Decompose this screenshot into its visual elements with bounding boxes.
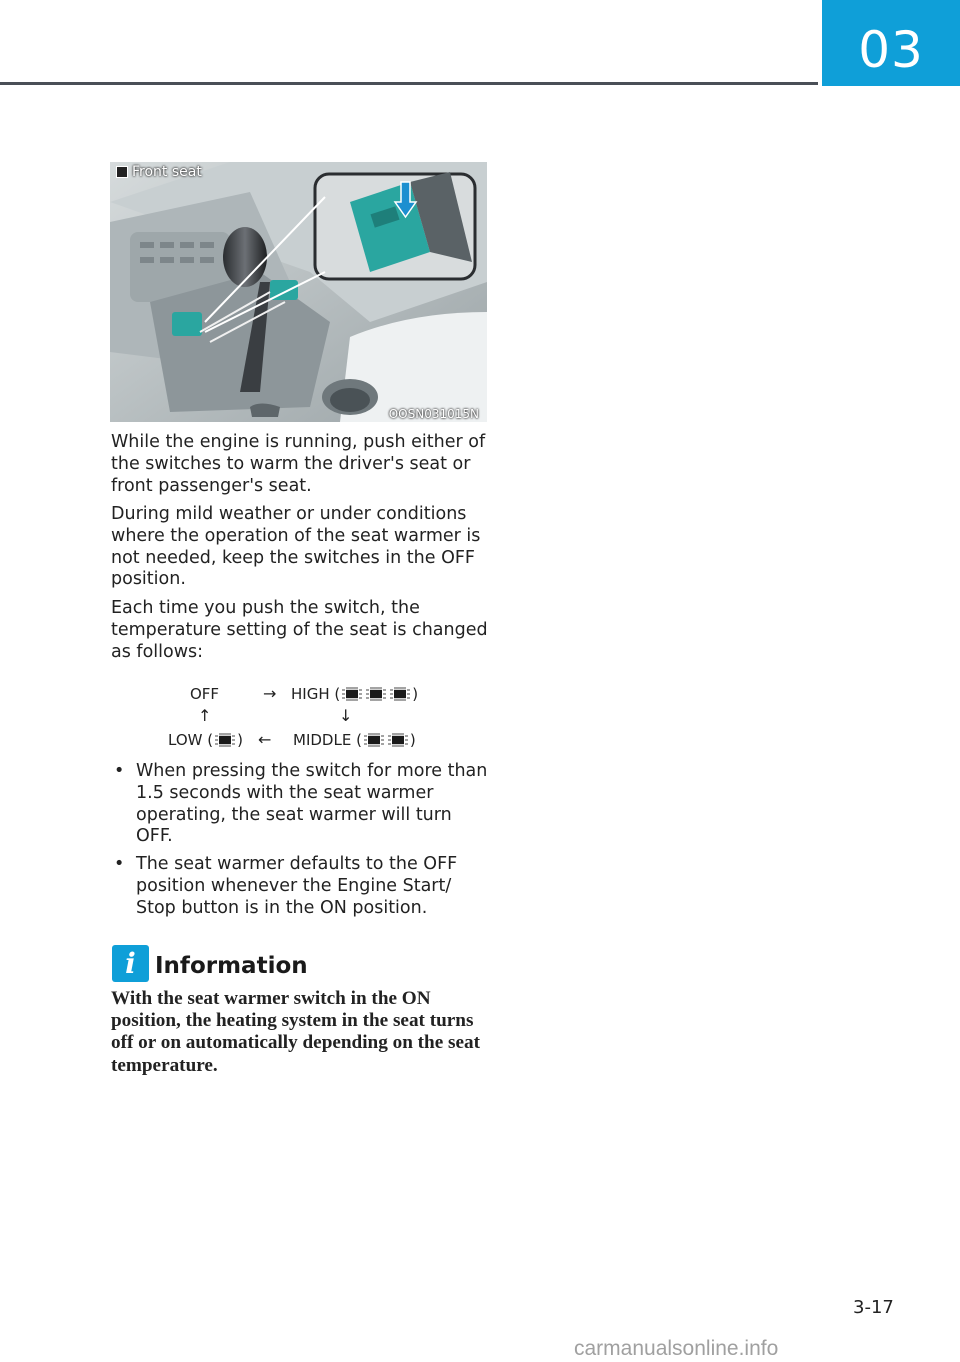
front-seat-figure (110, 162, 487, 422)
heat-icons-middle (362, 731, 410, 749)
information-icon: i (112, 945, 149, 982)
state-middle-label: MIDDLE ( (293, 731, 362, 749)
state-low (168, 731, 243, 749)
seat-heat-level-icon (214, 733, 236, 747)
seat-heat-level-icon (387, 733, 409, 747)
paragraph-3: Each time you push the switch, the temperature setting of the seat is changed as follows: (111, 598, 488, 662)
information-title: Information (155, 953, 308, 979)
caption-text: Front seat (132, 164, 202, 180)
arrow-up: ↑ (198, 706, 212, 725)
header-rule (0, 82, 818, 85)
heat-icons-low (213, 731, 237, 749)
seat-heat-level-icon (389, 687, 411, 701)
heat-icons-high (340, 685, 412, 703)
seat-heat-level-icon (363, 733, 385, 747)
page-number: 3-17 (853, 1297, 894, 1318)
figure-code: OOSN031015N (388, 407, 479, 421)
state-high (291, 685, 418, 703)
bullet-dot: • (114, 761, 125, 781)
seat-heat-level-icon (365, 687, 387, 701)
state-middle (293, 731, 416, 749)
paren-close: ) (237, 731, 243, 749)
state-high-label: HIGH ( (291, 685, 341, 703)
state-low-label: LOW ( (168, 731, 214, 749)
bullet-dot: • (114, 854, 125, 874)
bullet-text: The seat warmer defaults to the OFF position whenever the Engine Start/ Stop button is in the ON position. (136, 854, 458, 918)
paren-close: ) (409, 731, 416, 749)
information-text: With the seat warmer switch in the ON position, the heating system in the seat turns off or on automatically depending on the seat temperature. (111, 988, 481, 1076)
paragraph-2: During mild weather or under conditions where the operation of the seat warmer is not needed, keep the switches in the OFF position. (111, 504, 481, 590)
bullet-item-1 (111, 761, 489, 849)
watermark: carmanualsonline.info (574, 1337, 779, 1360)
seat-heat-level-icon (341, 687, 363, 701)
bullet-item-2 (111, 854, 489, 920)
bullet-text: When pressing the switch for more than 1.5 seconds with the seat warmer operating, the seat warmer will turn OFF. (136, 761, 488, 847)
zoom-callout (315, 172, 475, 279)
figure-caption (116, 164, 202, 180)
paragraph-1: While the engine is running, push either of the switches to warm the driver's seat or front passenger's seat. (111, 432, 486, 496)
arrow-right: → (263, 684, 277, 703)
arrow-left: ← (258, 730, 272, 749)
caption-square-icon (116, 166, 128, 178)
chapter-tab: 03 (822, 0, 960, 86)
arrow-down: ↓ (339, 706, 353, 725)
center-console-illustration (110, 162, 487, 422)
paren-close: ) (412, 685, 419, 703)
state-off: OFF (190, 685, 220, 703)
